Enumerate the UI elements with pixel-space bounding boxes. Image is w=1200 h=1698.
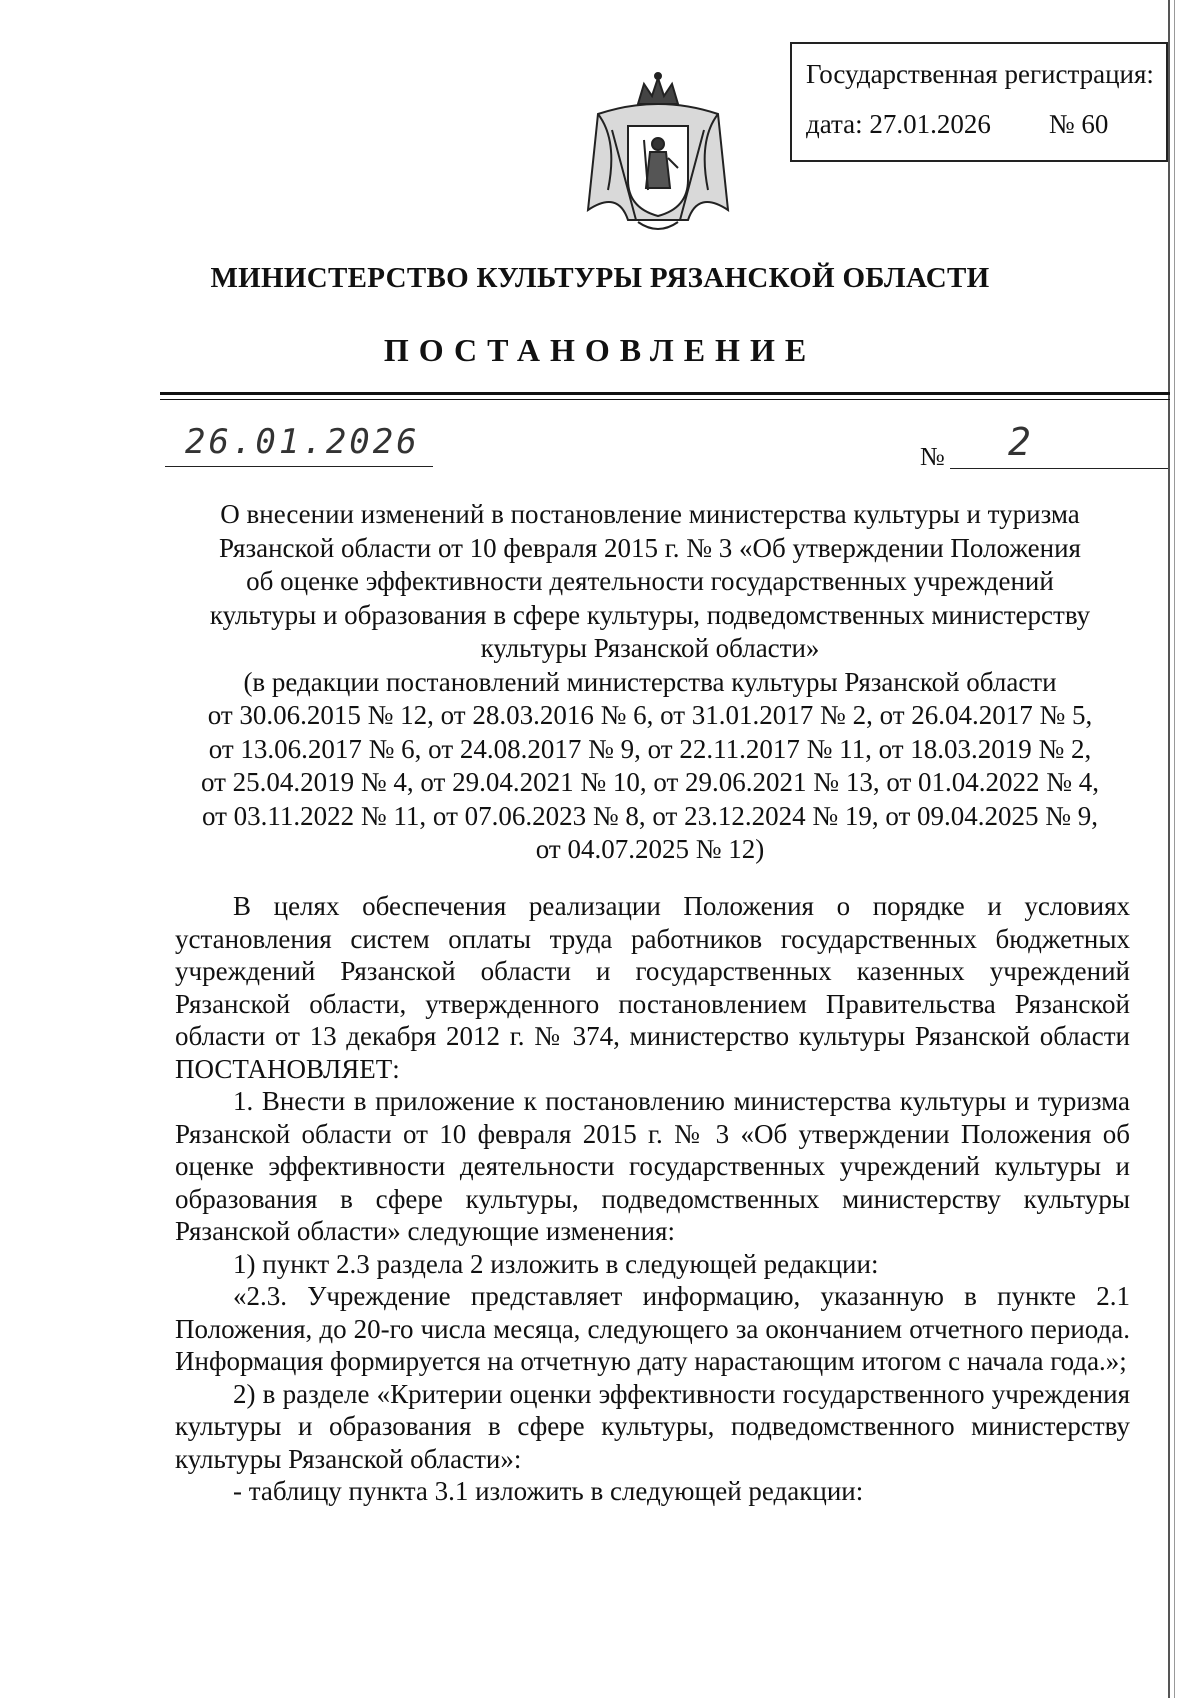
body-paragraph: - таблицу пункта 3.1 изложить в следующей редакции: [233,1476,864,1506]
title-line: от 04.07.2025 № 12) [535,834,765,864]
document-number-field [950,422,1168,469]
title-line: культуры Рязанской области» [480,633,820,663]
body-paragraph: 1) пункт 2.3 раздела 2 изложить в следующей редакции: [233,1248,879,1279]
ministry-name: МИНИСТЕРСТВО КУЛЬТУРЫ РЯЗАНСКОЙ ОБЛАСТИ [210,262,990,294]
title-line: культуры и образования в сфере культуры, подведомственных министерству [209,599,1091,630]
registration-stamp [790,42,1168,162]
body-paragraph: 2) в разделе «Критерии оценки эффективности государственного учреждения культуры и образования в сфере культуры, подведомственного министерству культуры Рязанской области»: [175,1378,1130,1474]
title-line: от 13.06.2017 № 6, от 24.08.2017 № 9, от 22.11.2017 № 11, от 18.03.2019 № 2, [208,733,1092,764]
document-number-label: № [920,442,945,471]
scan-edge-line [1168,0,1170,1698]
registration-date: дата: 27.01.2026 [806,109,991,140]
title-line: от 25.04.2019 № 4, от 29.04.2021 № 10, от 29.06.2021 № 13, от 01.04.2022 № 4, [200,767,1100,797]
title-line: Рязанской области от 10 февраля 2015 г. № 3 «Об утверждении Положения [219,532,1081,563]
registration-number: № 60 [1048,109,1109,140]
title-line: об оценке эффективности деятельности государственных учреждений [246,566,1054,596]
body-paragraph: 1. Внести в приложение к постановлению министерства культуры и туризма Рязанской области от 10 февраля 2015 г. № 3 «Об утверждении Положения об оценке эффективности деятельности государственных учреждений культуры и образования в сфере культуры, подведомственных министерству культуры Рязанской области» следующие изменения: [175,1086,1130,1246]
document-body [175,890,1130,1508]
document-date-handwritten: 26.01.2026 [185,422,420,462]
document-type: ПОСТАНОВЛЕНИЕ [383,332,817,368]
body-paragraph: В целях обеспечения реализации Положения о порядке и условиях установления систем оплаты труда работников государственных бюджетных учреждений Рязанской области и государственных казенных учреждений Рязанской области, утвержденного постановлением Правительства Рязанской области от 13 декабря 2012 г. № 374, министерство культуры Рязанской области ПОСТАНОВЛЯЕТ: [175,891,1130,1084]
scan-edge-line-thin [1174,0,1175,1698]
document-date-field [165,420,433,467]
coat-of-arms-icon [578,70,738,240]
registration-heading: Государственная регистрация: [806,59,1154,89]
title-line: от 03.11.2022 № 11, от 07.06.2023 № 8, от 23.12.2024 № 19, от 09.04.2025 № 9, [201,800,1099,831]
title-line: О внесении изменений в постановление министерства культуры и туризма [220,499,1080,529]
document-number-handwritten: 2 [1008,420,1034,464]
body-paragraph: «2.3. Учреждение представляет информацию, указанную в пункте 2.1 Положения, до 20-го числа месяца, следующего за окончанием отчетного периода. Информация формируется на отчетную дату нарастающим итогом с начала года.»; [175,1281,1130,1376]
title-line: от 30.06.2015 № 12, от 28.03.2016 № 6, от 31.01.2017 № 2, от 26.04.2017 № 5, [207,700,1093,730]
document-title [170,498,1130,867]
header-divider [160,392,1170,400]
title-line: (в редакции постановлений министерства культуры Рязанской области [243,666,1057,697]
